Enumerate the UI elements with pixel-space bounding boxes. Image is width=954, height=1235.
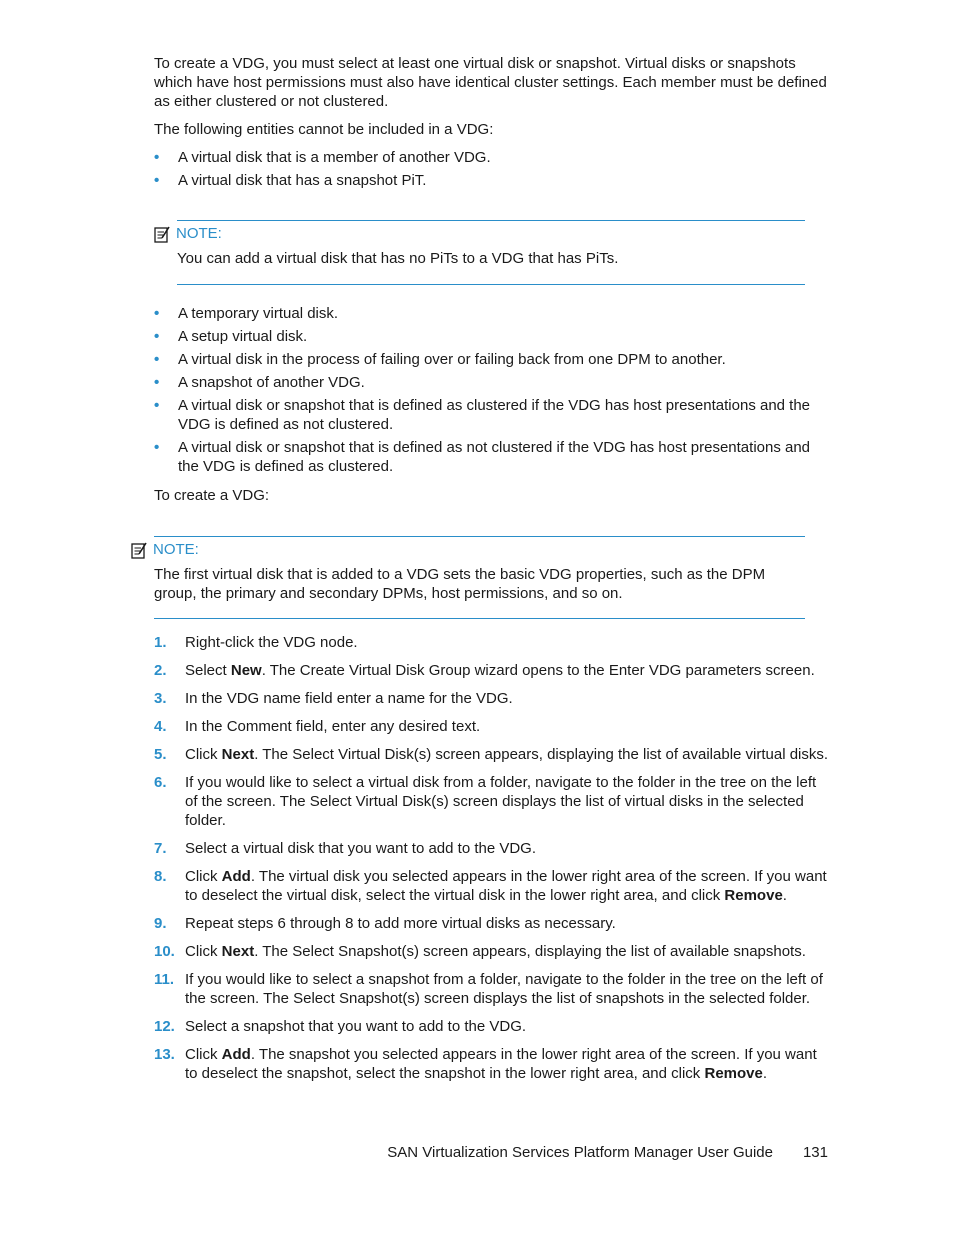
note-box-2 — [154, 536, 805, 619]
step-item: 9. Repeat steps 6 through 8 to add more virtual disks as necessary. — [154, 915, 616, 932]
step-item: 1. Right-click the VDG node. — [154, 634, 358, 651]
create-vdg-steps — [154, 633, 830, 1092]
step-item: 7. Select a virtual disk that you want to add to the VDG. — [154, 840, 537, 857]
list-item: • A snapshot of another VDG. — [154, 374, 365, 391]
bullet-dot-icon: • — [154, 439, 160, 456]
step-item: 2. Select New. The Create Virtual Disk Group wizard opens to the Enter VDG parameters screen. — [154, 662, 815, 679]
list-item: • A virtual disk that is a member of another VDG. — [154, 149, 491, 166]
note-text: The first virtual disk that is added to a VDG sets the basic VDG properties, such as the DPM group, the primary and secondary DPMs, host permissions, and so on. — [154, 566, 766, 602]
note-header — [153, 224, 222, 243]
step-item: 13. Click Add. The snapshot you selected appears in the lower right area of the screen. If you want to deselect the snapshot, select the snapshot in the lower right area, and click Remove. — [154, 1046, 817, 1082]
step-item: 6. If you would like to select a virtual disk from a folder, navigate to the folder in the tree on the left of the screen. The Select Virtual Disk(s) screen displays the list of virtual disks in the selected folder. — [154, 774, 817, 829]
bullet-dot-icon: • — [154, 328, 160, 345]
to-create-lead-in: To create a VDG: — [154, 487, 270, 504]
step-item: 11. If you would like to select a snapshot from a folder, navigate to the folder in the tree on the left of the screen. The Select Snapshot(s) screen displays the list of snapshots in the selected folder. — [154, 971, 823, 1007]
step-item: 4. In the Comment field, enter any desired text. — [154, 718, 481, 735]
step-item: 3. In the VDG name field enter a name for the VDG. — [154, 690, 513, 707]
list-item: • A setup virtual disk. — [154, 328, 308, 345]
bullet-dot-icon: • — [154, 397, 160, 414]
bullet-dot-icon: • — [154, 305, 160, 322]
intro-paragraph: To create a VDG, you must select at least one virtual disk or snapshot. Virtual disks or snapshots which have host permissions must also have identical cluster settings. Each member must be defined as either clustered or not clustered. — [154, 55, 827, 110]
bullet-dot-icon: • — [154, 172, 160, 189]
bullet-dot-icon: • — [154, 374, 160, 391]
list-item: • A virtual disk or snapshot that is defined as clustered if the VDG has host presentations and the VDG is defined as not clustered. — [154, 397, 811, 433]
page-number: 131 — [802, 1144, 828, 1161]
step-item: 5. Click Next. The Select Virtual Disk(s) screen appears, displaying the list of available virtual disks. — [154, 746, 829, 763]
note-pad-icon — [153, 225, 171, 243]
note-label: NOTE: — [176, 225, 222, 242]
list-item: • A temporary virtual disk. — [154, 305, 339, 322]
excluded-entities-list-a — [154, 148, 830, 194]
entities-lead-in: The following entities cannot be included in a VDG: — [154, 121, 494, 138]
bullet-dot-icon: • — [154, 149, 160, 166]
bullet-dot-icon: • — [154, 351, 160, 368]
note-pad-icon — [130, 541, 148, 559]
note-box-1 — [177, 220, 805, 285]
footer-guide-title: SAN Virtualization Services Platform Manager User Guide — [387, 1144, 773, 1161]
note-label: NOTE: — [153, 541, 199, 558]
list-item: • A virtual disk in the process of failing over or failing back from one DPM to another. — [154, 351, 726, 368]
list-item: • A virtual disk or snapshot that is defined as not clustered if the VDG has host presentations and the VDG is defined as clustered. — [154, 439, 811, 475]
note-text: You can add a virtual disk that has no PiTs to a VDG that has PiTs. — [177, 250, 619, 267]
list-item: • A virtual disk that has a snapshot PiT. — [154, 172, 427, 189]
excluded-entities-list-b — [154, 304, 830, 480]
step-item: 12. Select a snapshot that you want to add to the VDG. — [154, 1018, 527, 1035]
note-header — [130, 540, 199, 559]
step-item: 10. Click Next. The Select Snapshot(s) screen appears, displaying the list of available snapshots. — [154, 943, 806, 960]
page-footer — [0, 1143, 828, 1162]
step-item: 8. Click Add. The virtual disk you selected appears in the lower right area of the screen. If you want to deselect the virtual disk, select the virtual disk in the lower right area, and click Remove. — [154, 868, 827, 904]
